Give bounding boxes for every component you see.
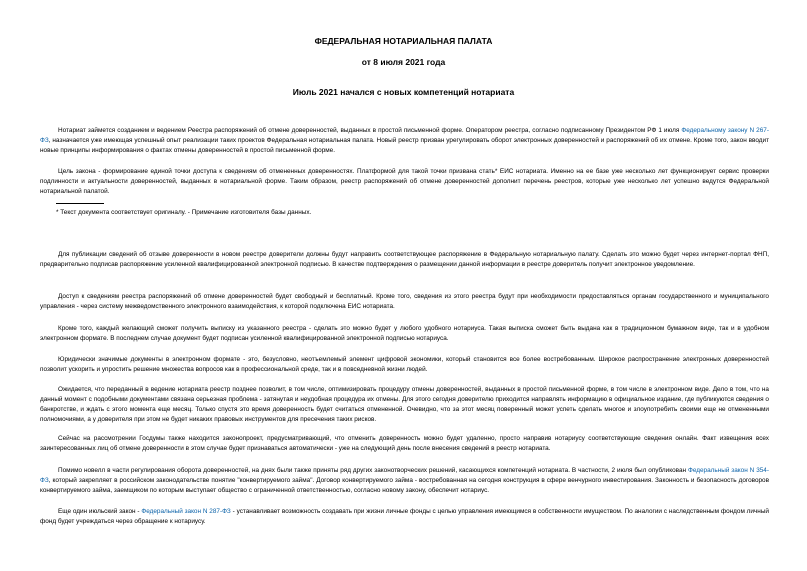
paragraph-1-text-b: , назначается уже имеющая успешный опыт реализации таких проектов Федеральная нотариальная палата. Новый реестр призван урегулировать оборот электронных доверенностей и распоряжений об их отмене. Кроме того, закон вводит новые принципы информирования о фактах отмены доверенностей в простой письменной форме.: [40, 137, 769, 154]
page-title: Июль 2021 начался с новых компетенций нотариата: [292, 87, 515, 97]
law-287-link[interactable]: Федеральный закон N 287-ФЗ: [141, 508, 231, 515]
law-267-link[interactable]: Федеральному закону N 267-ФЗ: [40, 127, 769, 144]
footnote-divider: [56, 203, 104, 204]
paragraph-2-text: Цель закона - формирование единой точки доступа к сведениям об отмененных доверенностях. Платформой для такой точки призвана стать* ЕИС нотариата. Именно на ее базе уже несколько лет функционирует сервис проверки подлинности и актуальности доверенностей, выданных в нотариальной форме. Таким образом, реестр распоряжений об отмене доверенностей дополнит перечень реестров, которые уже несколько лет успешно ведутся Федеральной нотариальной палатой.: [40, 168, 769, 195]
paragraph-3: [40, 250, 769, 270]
paragraph-9: [40, 466, 769, 496]
paragraph-2: [40, 167, 769, 197]
paragraph-4: [40, 292, 769, 312]
paragraph-10-text-b: - устанавливает возможность создавать при жизни личные фонды с целью управления имеющимся в собственности имуществом. По аналогии с наследственным фондом личный фонд будет учреждаться через обращение к нотариусу.: [40, 508, 769, 525]
paragraph-1: [40, 126, 769, 156]
paragraph-9-text-a: Помимо новелл в части регулирования оборота доверенностей, на днях были также приняты ряд других законотворческих решений, касающихся компетенций нотариата. В частности, 2 июля был опубликован: [58, 467, 687, 474]
org-heading: ФЕДЕРАЛЬНАЯ НОТАРИАЛЬНАЯ ПАЛАТА: [314, 36, 493, 46]
document-date: от 8 июля 2021 года: [361, 57, 446, 67]
paragraph-3-text: Для публикации сведений об отзыве доверенности в новом реестре доверители должны будут направить соответствующее распоряжение в Федеральную нотариальную палату. Сделать это можно будет через интернет-портал ФНП, предварительно подписав распоряжение усиленной квалифицированной электронной подписью. В качестве подтверждения о размещении данной информации в реестре доверитель получит электронное уведомление.: [40, 251, 769, 268]
paragraph-5-text: Кроме того, каждый желающий сможет получить выписку из указанного реестра - сделать это можно будет у любого удобного нотариуса. Такая выписка сможет быть выдана как в традиционном бумажном виде, так и в удобном электронном формате. В последнем случае документ будет подписан усиленной квалифицированной электронной подписью нотариуса.: [40, 325, 769, 342]
paragraph-6-text: Юридически значимые документы в электронном формате - это, безусловно, неотъемлемый элемент цифровой экономики, который становится все более востребованным. Широкое распространение электронных доверенностей позволит ускорить и упростить решение множества вопросов как в профессиональной среде, так и в повседневной жизни людей.: [40, 356, 769, 373]
paragraph-5: [40, 324, 769, 344]
paragraph-1-text-a: Нотариат займется созданием и ведением Реестра распоряжений об отмене доверенностей, выданных в простой письменной форме. Оператором реестра, согласно подписанному Президентом РФ 1 июля: [58, 127, 680, 134]
paragraph-8-text: Сейчас на рассмотрении Госдумы также находится законопроект, предусматривающий, что отменить доверенность можно будет удаленно, просто направив нотариусу соответствующие сведения онлайн. Факт извещения всех заинтересованных лиц об отмене доверенности в этом случае будет признаваться автоматически - уже на следующий день после внесения сведений в реестр нотариата.: [40, 435, 769, 452]
law-354-link[interactable]: Федеральный закон N 354-ФЗ: [40, 467, 769, 484]
paragraph-7: [40, 385, 769, 425]
paragraph-4-text: Доступ к сведениям реестра распоряжений об отмене доверенностей будет свободный и бесплатный. Кроме того, сведения из этого реестра будут при необходимости предоставляться органам государственного и муниципального управления - через систему межведомственного электронного взаимодействия, к которой подключена ЕИС нотариата.: [40, 293, 769, 310]
paragraph-7-text: Ожидается, что переданный в ведение нотариата реестр позднее позволит, в том числе, оптимизировать процедуру отмены доверенностей, выданных в простой письменной форме, в том числе в электронном виде. Дело в том, что на данный момент с подобными документами связана серьезная проблема - затянутая и неудобная процедура их отмены. Для этого сегодня доверителю приходится направлять информацию в официальное издание, где публикуются сведения о банкротстве, и ждать с этого момента еще месяц. Только спустя это время доверенность будет считаться отмененной. Очевидно, что за этот месяц поверенный может успеть сделать многое и злоупотребить своими еще не отмененными полномочиями, а у доверителя при этом не будет никаких правовых инструментов для пресечения таких рисков.: [40, 386, 769, 423]
paragraph-9-text-b: , который закрепляет в российском законодательстве понятие "конвертируемого займа". Договор конвертируемого займа - востребованная на сегодня конструкция в сфере венчурного инвестирования. Законность и безопасность договоров конвертируемого займа, заемщиком по которым выступает общество с ограниченной ответственностью, согласно новому закону, обеспечит нотариус.: [40, 477, 769, 494]
paragraph-10-text-a: Еще один июльский закон -: [58, 508, 140, 515]
paragraph-6: [40, 355, 769, 375]
paragraph-8: [40, 434, 769, 454]
footnote: * Текст документа соответствует оригиналу. - Примечание изготовителя базы данных.: [56, 209, 312, 216]
paragraph-10: [40, 507, 769, 527]
